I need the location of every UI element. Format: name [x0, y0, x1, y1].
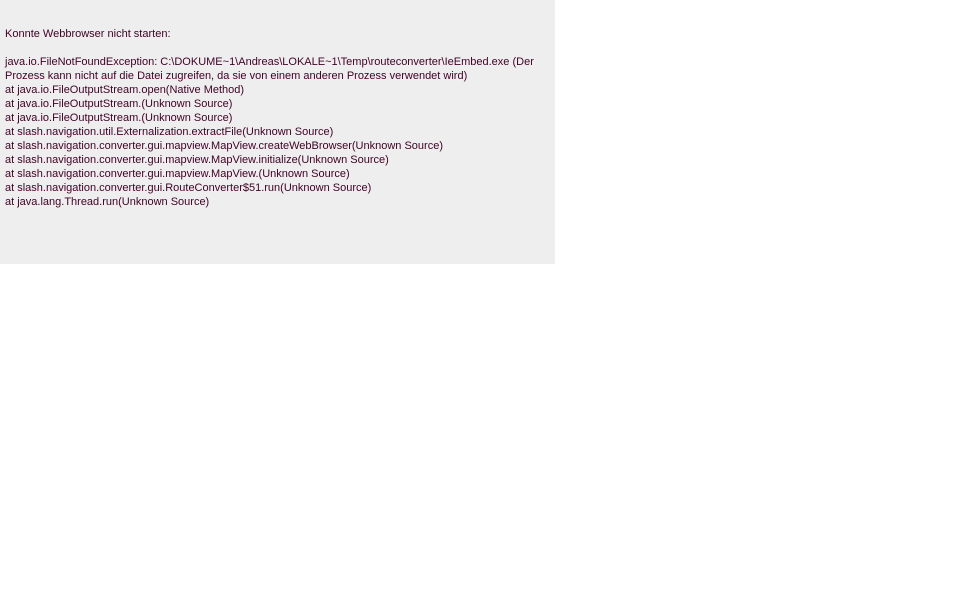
- stack-trace-line: at java.io.FileOutputStream.open(Native Method): [5, 84, 245, 96]
- stack-trace-line: at java.io.FileOutputStream.(Unknown Source): [5, 112, 233, 124]
- stack-trace: [5, 83, 545, 209]
- error-panel: [0, 0, 555, 264]
- stack-trace-line: at slash.navigation.util.Externalization.extractFile(Unknown Source): [5, 126, 334, 138]
- stack-trace-line: at slash.navigation.converter.gui.mapview.MapView.createWebBrowser(Unknown Source): [5, 140, 443, 152]
- error-message: java.io.FileNotFoundException: C:\DOKUME~1\Andreas\LOKALE~1\Temp\routeconverter\IeEmbed.exe (Der Prozess kann nicht auf die Datei zugreifen, da sie von einem anderen Prozess verwendet wird): [5, 56, 534, 82]
- stack-trace-line: at slash.navigation.converter.gui.RouteConverter$51.run(Unknown Source): [5, 182, 372, 194]
- stack-trace-line: at slash.navigation.converter.gui.mapview.MapView.(Unknown Source): [5, 168, 350, 180]
- stack-trace-line: at slash.navigation.converter.gui.mapview.MapView.initialize(Unknown Source): [5, 154, 389, 166]
- error-title: Konnte Webbrowser nicht starten:: [5, 28, 171, 40]
- stack-trace-line: at java.lang.Thread.run(Unknown Source): [5, 196, 210, 208]
- stack-trace-line: at java.io.FileOutputStream.(Unknown Source): [5, 98, 233, 110]
